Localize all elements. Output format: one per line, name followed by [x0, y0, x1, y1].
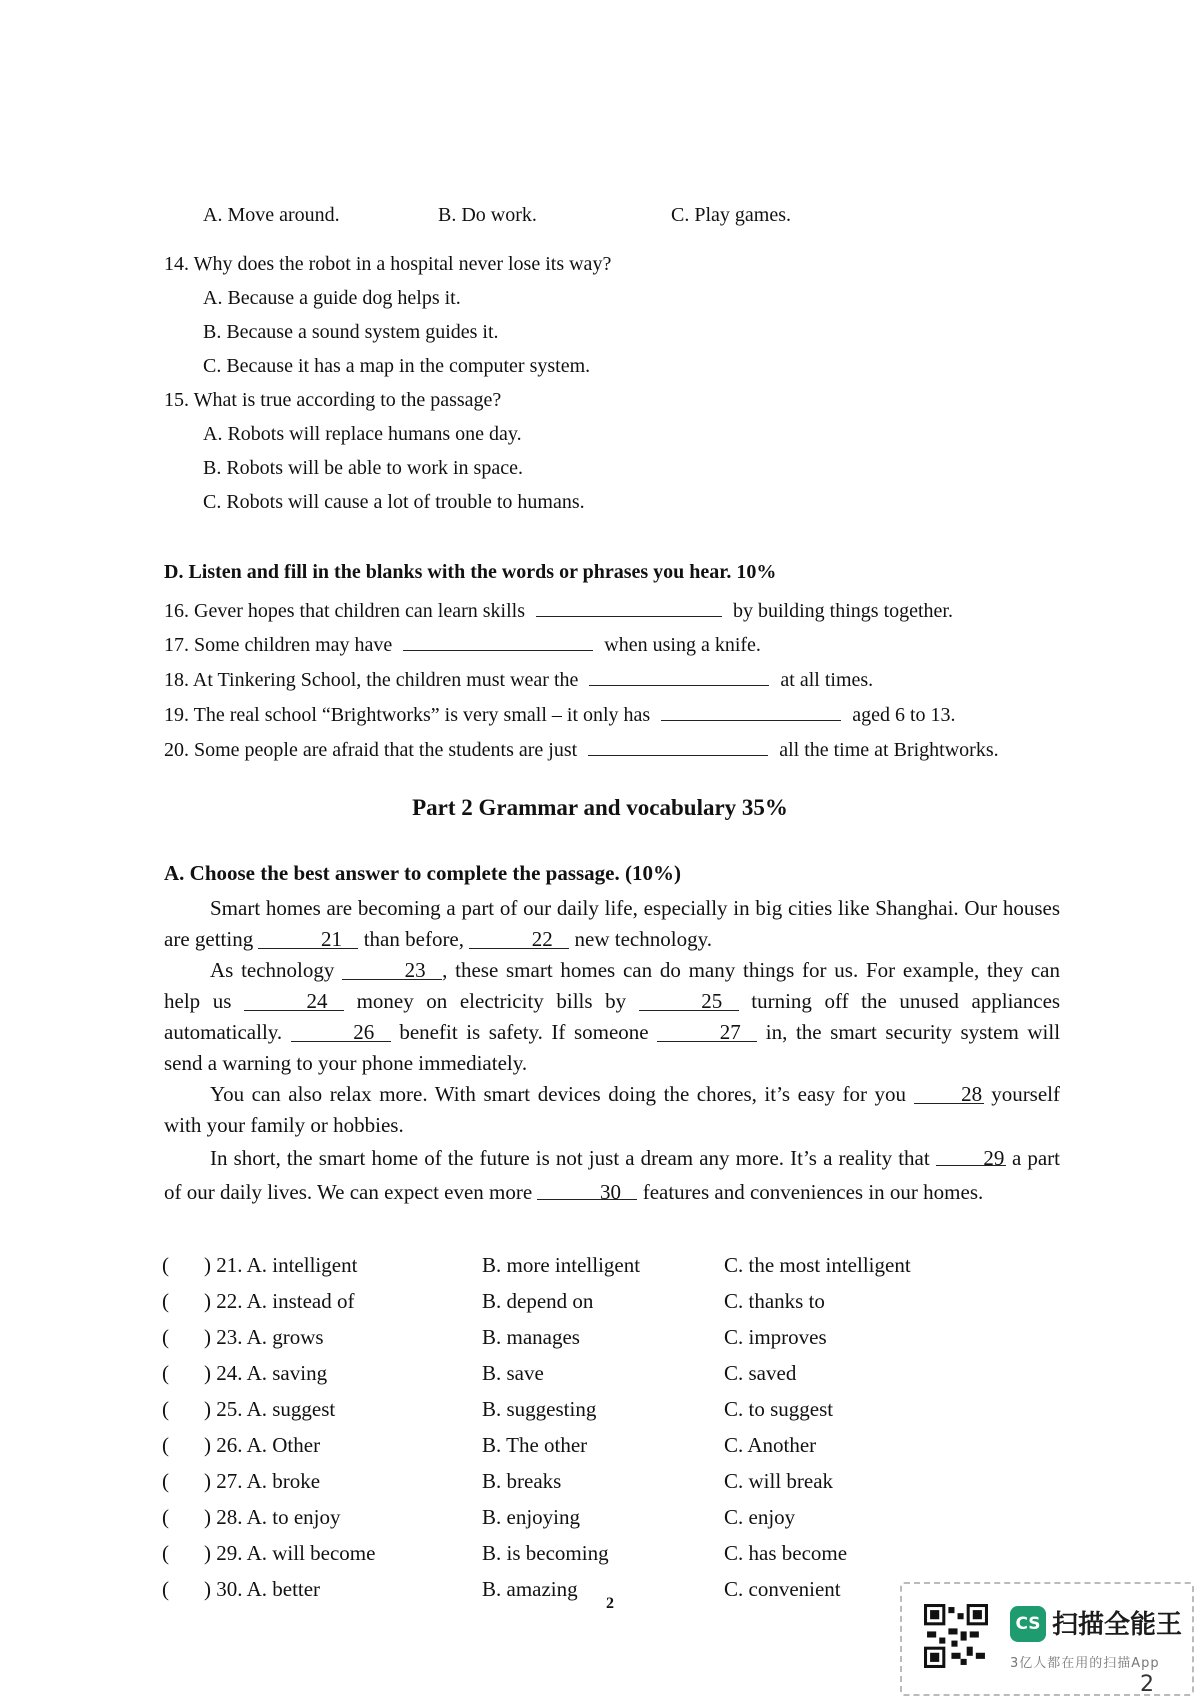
mc-row-27 — [162, 1466, 1062, 1496]
passage-paragraph-3 — [164, 1079, 1060, 1141]
fill-blank-18[interactable] — [589, 661, 769, 686]
cloze-blank-22[interactable]: 22 — [469, 924, 569, 949]
section-d-heading: D. Listen and fill in the blanks with the words or phrases you hear. 10% — [164, 561, 777, 583]
page-number: 2 — [606, 1595, 614, 1612]
passage-text: Smart homes are becoming a part of our daily life, especially in big cities like Shanghai. Our houses are getting — [164, 896, 1060, 951]
mc-27-option-b: B. breaks — [482, 1469, 562, 1493]
passage-text: In short, the smart home of the future is not just a dream any more. It’s a reality that — [210, 1146, 930, 1170]
cloze-blank-24[interactable]: 24 — [244, 986, 344, 1011]
passage-text: in, the smart security system will send a warning to your phone immediately. — [164, 1020, 1061, 1075]
answer-paren[interactable]: ( — [162, 1325, 169, 1349]
mc-row-24 — [162, 1358, 1062, 1388]
answer-paren[interactable]: ( — [162, 1397, 169, 1421]
q15-question: 15. What is true according to the passage? — [164, 389, 502, 411]
fill-item-18 — [164, 661, 873, 694]
mc-row-21 — [162, 1250, 1062, 1280]
mc-24-option-b: B. save — [482, 1361, 544, 1385]
mc-22-option-c: C. thanks to — [724, 1289, 825, 1313]
mc-row-29 — [162, 1538, 1062, 1568]
passage-text: turning off the unused appliances automatically. — [164, 989, 1061, 1044]
scan-page-number: 2 — [1140, 1672, 1154, 1697]
mc-21-option-a: ) 21. A. intelligent — [204, 1253, 358, 1277]
mc-29-option-a: ) 29. A. will become — [204, 1541, 376, 1565]
cloze-blank-29[interactable]: 29 — [936, 1141, 1006, 1166]
section-a-heading: A. Choose the best answer to complete the passage. (10%) — [164, 861, 681, 885]
q14-option-c: C. Because it has a map in the computer system. — [203, 355, 591, 377]
cloze-blank-27[interactable]: 27 — [657, 1017, 757, 1042]
mc-26-option-a: ) 26. A. Other — [204, 1433, 321, 1457]
cloze-blank-23[interactable]: 23 — [342, 955, 442, 980]
mc-27-option-a: ) 27. A. broke — [204, 1469, 321, 1493]
mc-22-option-b: B. depend on — [482, 1289, 594, 1313]
q13-option-a: A. Move around. — [203, 204, 340, 226]
mc-25-option-c: C. to suggest — [724, 1397, 834, 1421]
mc-30-option-a: ) 30. A. better — [204, 1577, 321, 1601]
answer-paren[interactable]: ( — [162, 1253, 169, 1277]
cloze-blank-25[interactable]: 25 — [639, 986, 739, 1011]
fill-item-20-after: all the time at Brightworks. — [779, 739, 999, 761]
part2-title: Part 2 Grammar and vocabulary 35% — [412, 795, 788, 820]
passage-paragraph-4 — [164, 1141, 1060, 1209]
scanner-app-name: 扫描全能王 — [1052, 1610, 1183, 1640]
cloze-blank-21[interactable]: 21 — [258, 924, 358, 949]
scanner-app-subtitle: 3亿人都在用的扫描App — [1010, 1656, 1160, 1671]
answer-paren[interactable]: ( — [162, 1469, 169, 1493]
mc-30-option-c: C. convenient — [724, 1577, 841, 1601]
fill-blank-19[interactable] — [661, 696, 841, 721]
fill-item-18-before: 18. At Tinkering School, the children must wear the — [164, 669, 579, 691]
mc-24-option-a: ) 24. A. saving — [204, 1361, 328, 1385]
passage-text: money on electricity bills by — [356, 989, 627, 1013]
fill-blank-17[interactable] — [403, 626, 593, 651]
mc-row-28 — [162, 1502, 1062, 1532]
answer-paren[interactable]: ( — [162, 1541, 169, 1565]
mc-30-option-b: B. amazing — [482, 1577, 578, 1601]
qr-code-icon — [924, 1604, 988, 1668]
fill-blank-20[interactable] — [588, 731, 768, 756]
fill-item-19-before: 19. The real school “Brightworks” is very small – it only has — [164, 704, 651, 726]
mc-22-option-a: ) 22. A. instead of — [204, 1289, 355, 1313]
q15-option-c: C. Robots will cause a lot of trouble to humans. — [203, 491, 585, 513]
passage-text: As technology — [210, 958, 335, 982]
mc-28-option-b: B. enjoying — [482, 1505, 580, 1529]
fill-blank-16[interactable] — [536, 592, 722, 617]
mc-23-option-b: B. manages — [482, 1325, 580, 1349]
fill-item-16 — [164, 592, 953, 625]
fill-item-20-before: 20. Some people are afraid that the students are just — [164, 739, 578, 761]
mc-21-option-b: B. more intelligent — [482, 1253, 641, 1277]
mc-26-option-b: B. The other — [482, 1433, 588, 1457]
cloze-blank-26[interactable]: 26 — [291, 1017, 391, 1042]
fill-item-19 — [164, 696, 956, 729]
mc-row-22 — [162, 1286, 1062, 1316]
passage-text: You can also relax more. With smart devices doing the chores, it’s easy for you — [210, 1082, 907, 1106]
passage-text: , these smart homes can do many things for us. For example, they can help us — [164, 958, 1061, 1013]
mc-25-option-b: B. suggesting — [482, 1397, 597, 1421]
passage-paragraph-2 — [164, 955, 1060, 1079]
mc-28-option-a: ) 28. A. to enjoy — [204, 1505, 341, 1529]
passage-text: yourself with your family or hobbies. — [164, 1082, 1061, 1137]
mc-21-option-c: C. the most intelligent — [724, 1253, 911, 1277]
passage-text: than before, — [363, 927, 465, 951]
q15-option-b: B. Robots will be able to work in space. — [203, 457, 523, 479]
fill-item-20 — [164, 731, 999, 764]
passage-paragraph-1 — [164, 893, 1060, 955]
fill-item-17 — [164, 626, 761, 659]
passage-text: features and conveniences in our homes. — [642, 1180, 984, 1204]
answer-paren[interactable]: ( — [162, 1433, 169, 1457]
q15-option-a: A. Robots will replace humans one day. — [203, 423, 522, 445]
mc-row-25 — [162, 1394, 1062, 1424]
mc-row-23 — [162, 1322, 1062, 1352]
q13-option-b: B. Do work. — [438, 204, 537, 226]
cloze-passage — [164, 893, 1060, 1209]
q14-option-a: A. Because a guide dog helps it. — [203, 287, 461, 309]
cloze-blank-28[interactable]: 28 — [914, 1079, 984, 1104]
mc-27-option-c: C. will break — [724, 1469, 834, 1493]
cs-logo-icon: CS — [1010, 1606, 1046, 1642]
answer-paren[interactable]: ( — [162, 1289, 169, 1313]
answer-paren[interactable]: ( — [162, 1361, 169, 1385]
answer-paren[interactable]: ( — [162, 1505, 169, 1529]
mc-23-option-c: C. improves — [724, 1325, 827, 1349]
answer-paren[interactable]: ( — [162, 1577, 169, 1601]
mc-row-26 — [162, 1430, 1062, 1460]
fill-item-18-after: at all times. — [780, 669, 874, 691]
q14-question: 14. Why does the robot in a hospital never lose its way? — [164, 253, 612, 275]
fill-item-17-after: when using a knife. — [604, 634, 761, 656]
fill-item-17-before: 17. Some children may have — [164, 634, 393, 656]
fill-item-16-after: by building things together. — [733, 600, 953, 622]
cloze-blank-30[interactable]: 30 — [537, 1175, 637, 1200]
mc-23-option-a: ) 23. A. grows — [204, 1325, 324, 1349]
q13-option-c: C. Play games. — [671, 204, 791, 226]
passage-text: new technology. — [574, 927, 712, 951]
mc-24-option-c: C. saved — [724, 1361, 797, 1385]
mc-25-option-a: ) 25. A. suggest — [204, 1397, 336, 1421]
mc-29-option-c: C. has become — [724, 1541, 848, 1565]
passage-text: a part of our daily lives. We can expect even more — [164, 1146, 1061, 1204]
q14-option-b: B. Because a sound system guides it. — [203, 321, 499, 343]
mc-28-option-c: C. enjoy — [724, 1505, 796, 1529]
mc-29-option-b: B. is becoming — [482, 1541, 609, 1565]
passage-text: benefit is safety. If someone — [399, 1020, 649, 1044]
mc-26-option-c: C. Another — [724, 1433, 817, 1457]
fill-item-16-before: 16. Gever hopes that children can learn skills — [164, 600, 525, 622]
fill-item-19-after: aged 6 to 13. — [852, 704, 956, 726]
